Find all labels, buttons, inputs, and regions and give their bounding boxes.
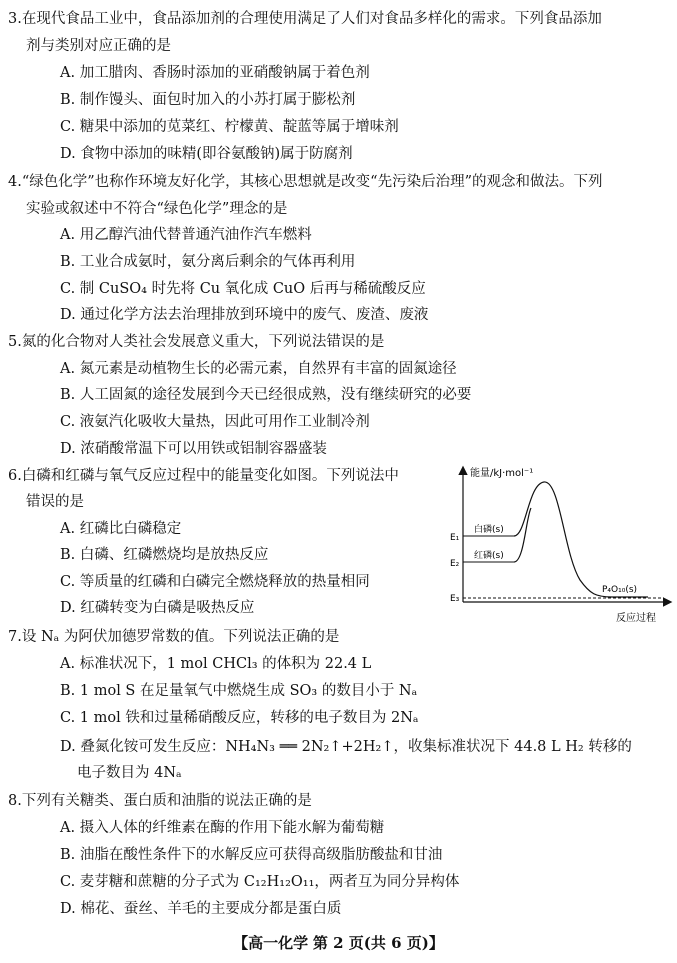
q4-stem-line1: 4.“绿色化学”也称作环境友好化学，其核心思想就是改变“先污染后治理”的观念和做法。下列 [8, 174, 603, 190]
q4-option-b: B. 工业合成氨时，氨分离后剩余的气体再利用 [60, 254, 356, 270]
q7-option-d-line2: 电子数目为 4Nₐ [77, 765, 182, 781]
q5-option-d: D. 浓硝酸常温下可以用铁或铝制容器盛装 [60, 441, 327, 457]
e2-label: E₂ [450, 559, 460, 569]
e3-label: E₃ [450, 594, 460, 604]
q8-option-d: D. 棉花、蚕丝、羊毛的主要成分都是蛋白质 [60, 901, 342, 917]
q3-option-b: B. 制作馒头、面包时加入的小苏打属于膨松剂 [60, 92, 356, 108]
q4-option-c: C. 制 CuSO₄ 时先将 Cu 氧化成 CuO 后再与稀硫酸反应 [60, 281, 426, 297]
q7-stem: 7.设 Nₐ 为阿伏加德罗常数的值。下列说法正确的是 [8, 629, 340, 645]
q6-option-a: A. 红磷比白磷稳定 [60, 521, 182, 537]
white-phosphorus-curve [514, 482, 648, 597]
q7-option-b: B. 1 mol S 在足量氧气中燃烧生成 SO₃ 的数目小于 Nₐ [60, 683, 418, 699]
q7-option-c: C. 1 mol 铁和过量稀硝酸反应，转移的电子数目为 2Nₐ [60, 710, 419, 726]
q6-stem-line1: 6.白磷和红磷与氧气反应过程中的能量变化如图。下列说法中 [8, 468, 399, 484]
q6-option-b: B. 白磷、红磷燃烧均是放热反应 [60, 547, 269, 563]
e1-label: E₁ [450, 533, 460, 543]
q4-stem-line2: 实验或叙述中不符合“绿色化学”理念的是 [26, 201, 288, 217]
q6-stem-line2: 错误的是 [26, 494, 84, 510]
q8-option-c: C. 麦芽糖和蔗糖的分子式为 C₁₂H₁₂O₁₁，两者互为同分异构体 [60, 874, 460, 890]
q3-stem-line2: 剂与类别对应正确的是 [26, 38, 171, 54]
q6-option-d: D. 红磷转变为白磷是吸热反应 [60, 600, 255, 616]
footer-subject: 【高一化学 [233, 934, 309, 952]
product-label: P₄O₁₀(s) [602, 585, 638, 595]
q4-option-a: A. 用乙醇汽油代替普通汽油作汽车燃料 [60, 227, 312, 243]
q3-option-a: A. 加工腊肉、香肠时添加的亚硝酸钠属于着色剂 [60, 65, 370, 81]
q8-option-a: A. 摄入人体的纤维素在酶的作用下能水解为葡萄糖 [60, 820, 385, 836]
q5-option-a: A. 氮元素是动植物生长的必需元素，自然界有丰富的固氮途径 [60, 361, 457, 377]
q5-option-b: B. 人工固氮的途径发展到今天已经很成熟，没有继续研究的必要 [60, 387, 472, 403]
q4-option-d: D. 通过化学方法去治理排放到环境中的废气、废渣、废液 [60, 307, 429, 323]
q5-option-c: C. 液氨汽化吸收大量热，因此可用作工业制冷剂 [60, 414, 370, 430]
q3-stem-line1: 3.在现代食品工业中，食品添加剂的合理使用满足了人们对食品多样化的需求。下列食品添加 [8, 11, 602, 27]
q7-option-a: A. 标准状况下，1 mol CHCl₃ 的体积为 22.4 L [60, 656, 372, 672]
white-phosphorus-label: 白磷(s) [474, 525, 504, 535]
energy-diagram [444, 462, 674, 627]
q8-option-b: B. 油脂在酸性条件下的水解反应可获得高级脂肪酸盐和甘油 [60, 847, 443, 863]
q8-stem: 8.下列有关糖类、蛋白质和油脂的说法正确的是 [8, 793, 312, 809]
q7-option-d-line1: D. 叠氮化铵可发生反应：NH₄N₃ ══ 2N₂↑+2H₂↑，收集标准状况下 44.8 L H₂ 转移的 [60, 739, 632, 755]
red-phosphorus-label: 红磷(s) [474, 551, 504, 561]
x-axis-label: 反应过程 [616, 613, 656, 624]
q3-option-d: D. 食物中添加的味精(即谷氨酸钠)属于防腐剂 [60, 146, 353, 162]
page-footer [0, 932, 677, 953]
q6-option-c: C. 等质量的红磷和白磷完全燃烧释放的热量相同 [60, 574, 370, 590]
footer-page: 第 2 页(共 6 页)】 [312, 934, 444, 952]
q5-stem: 5.氮的化合物对人类社会发展意义重大，下列说法错误的是 [8, 334, 385, 350]
q3-option-c: C. 糖果中添加的苋菜红、柠檬黄、靛蓝等属于增味剂 [60, 119, 399, 135]
y-axis-label: 能量/kJ·mol⁻¹ [470, 468, 534, 479]
